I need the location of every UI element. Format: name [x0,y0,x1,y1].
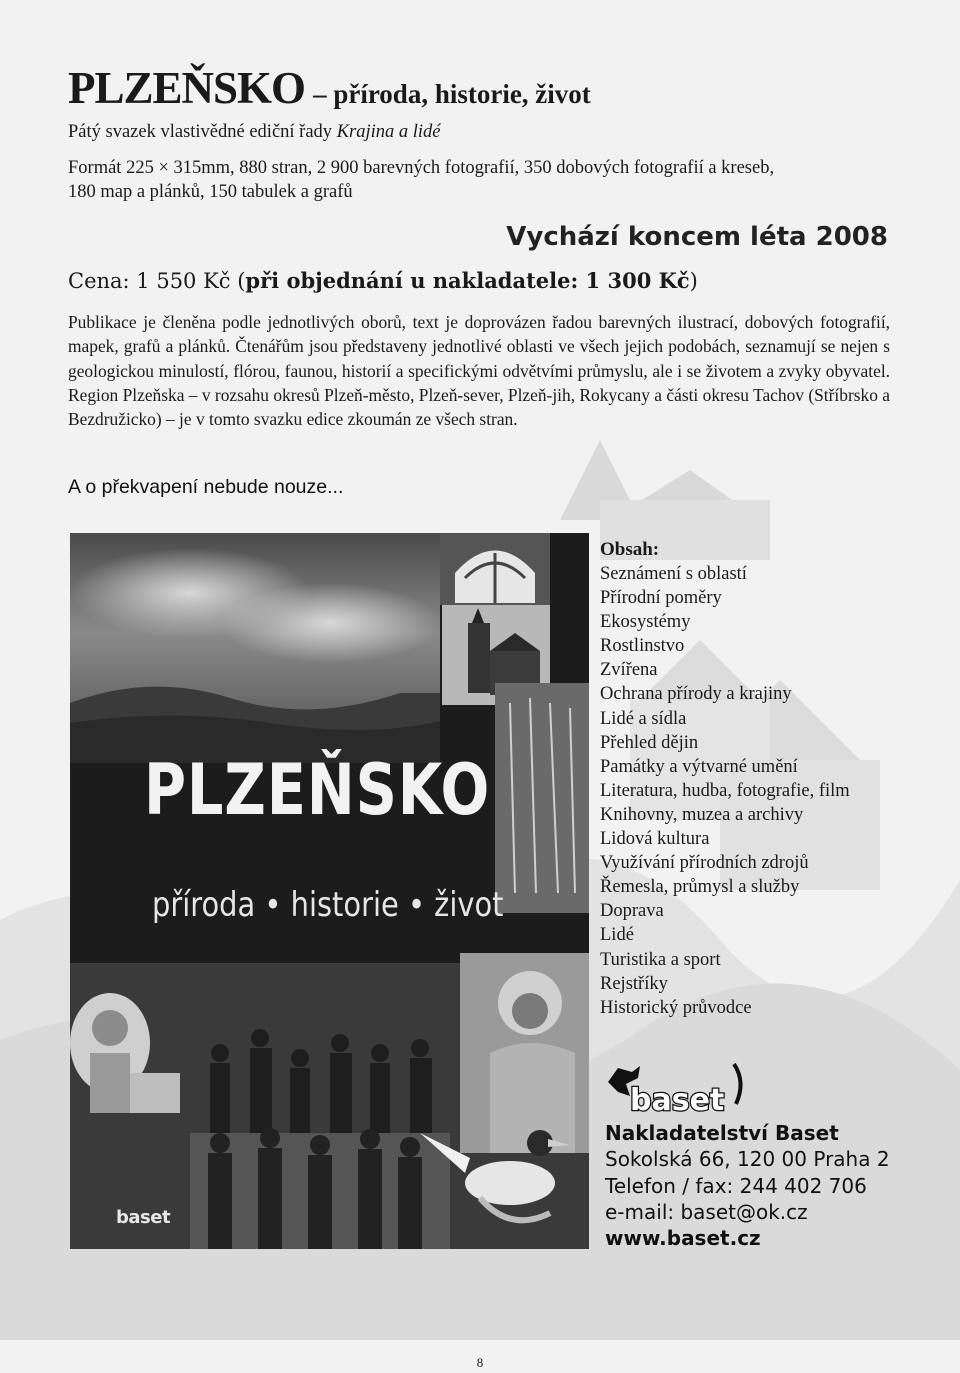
publisher-name: Nakladatelství Baset [605,1121,839,1145]
list-item: Lidová kultura [600,829,710,850]
title-main: PLZEŇSKO [68,63,306,113]
list-item: Doprava [600,901,664,922]
list-item: Rejstříky [600,973,668,994]
format-line: Formát 225 × 315mm, 880 stran, 2 900 barevných fotografií, 350 dobových fotografií a kreseb, [68,158,775,178]
page-number: 8 [476,1355,484,1370]
list-item: Řemesla, průmysl a služby [600,877,800,898]
publisher-logo-text: baset [630,1083,725,1118]
table-of-contents [600,538,850,1020]
list-item: Lidé a sídla [600,708,687,729]
list-item: Rostlinstvo [600,636,685,657]
list-item: Přírodní poměry [600,588,722,609]
title-sub: – příroda, historie, život [313,79,591,109]
series-name: Krajina a lidé [336,122,441,142]
book-cover-image [70,533,589,1249]
publisher-website: www.baset.cz [605,1226,761,1251]
page-title [68,62,591,114]
subtitle-prefix: Pátý svazek vlastivědné ediční řady [68,122,337,142]
publisher-phone: Telefon / fax: 244 402 706 [605,1173,867,1198]
format-info [68,156,898,204]
tagline: A o překvapení nebude nouze... [68,476,344,498]
price-close: ) [689,269,698,293]
list-item: Ekosystémy [600,612,691,633]
list-item: Památky a výtvarné umění [600,756,798,777]
publisher-price: při objednání u nakladatele: 1 300 Kč [245,268,690,293]
price-info [68,268,698,293]
price-label: Cena: 1 550 Kč ( [68,269,246,293]
volume-subtitle [68,120,441,144]
publisher-contact [605,1120,890,1251]
list-item: Literatura, hudba, fotografie, film [600,780,850,801]
contents-heading: Obsah: [600,539,660,560]
contents-list [600,562,850,1020]
list-item: Přehled dějin [600,732,699,753]
release-date: Vychází koncem léta 2008 [506,222,888,252]
list-item: Seznámení s oblastí [600,564,747,584]
list-item: Knihovny, muzea a archivy [600,804,804,825]
list-item: Turistika a sport [600,949,721,970]
cover-subtitle: příroda • historie • život [152,885,504,925]
cover-publisher-logo: baset [116,1207,171,1228]
list-item: Ochrana přírody a krajiny [600,684,792,705]
list-item: Lidé [600,925,634,946]
publisher-address: Sokolská 66, 120 00 Praha 2 [605,1147,890,1172]
list-item: Využívání přírodních zdrojů [600,853,809,874]
publisher-logo [604,1062,754,1122]
cover-title: PLZEŇSKO [144,749,491,831]
baset-logo-icon [604,1062,754,1118]
publisher-email: e-mail: baset@ok.cz [605,1199,808,1224]
list-item: Historický průvodce [600,997,752,1018]
description: Publikace je členěna podle jednotlivých oborů, text je doprovázen řadou barevných ilustrací, dobových fotografií, mapek, grafů a plánků. Čtenářům jsou představeny jednotlivé oblasti ve všech jejich podobách, seznamují se nejen s geologickou minulostí, flórou, faunou, historií a specifickými odvětvími průmyslu, ale i se životem a zvyky obyvatel. Region Plzeňska – v rozsahu okresů Plzeň-město, Plzeň-sever, Plzeň-jih, Rokycany a části okresu Tachov (Stříbrsko a Bezdružicko) – je v tomto svazku edice zkoumán ze všech stran. [68,312,890,430]
format-line: 180 map a plánků, 150 tabulek a grafů [68,182,353,202]
list-item: Zvířena [600,660,658,681]
